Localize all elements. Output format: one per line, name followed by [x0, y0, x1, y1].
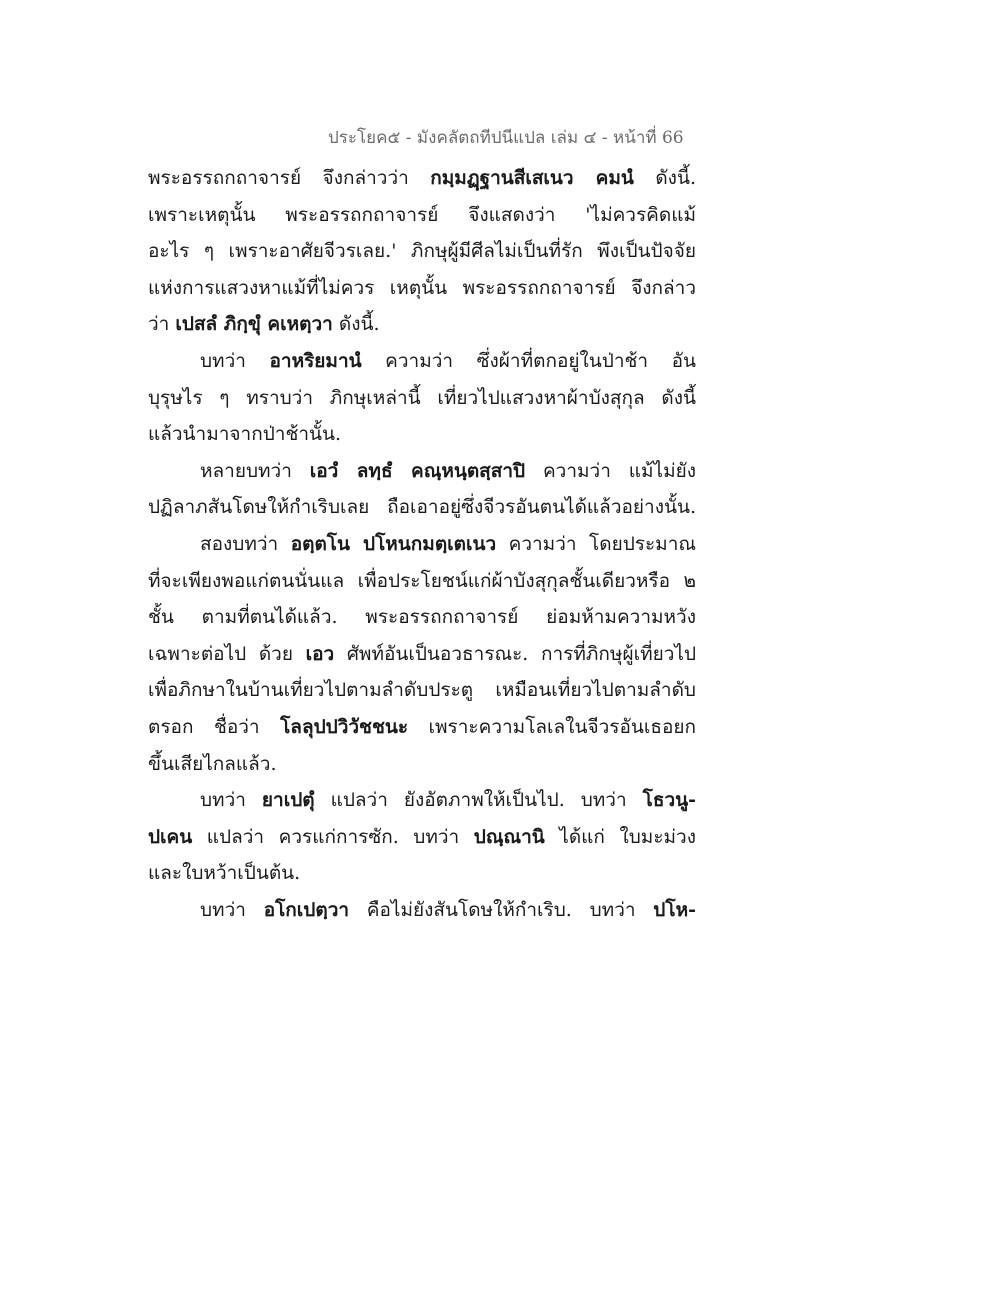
running-header: ประโยค๕ - มังคลัตถทีปนีแปล เล่ม ๔ - หน้าที่ 66	[328, 128, 684, 148]
pali-term: ปณฺณานิ	[473, 825, 545, 848]
text-segment: บทว่า	[200, 898, 264, 921]
text-line	[148, 526, 696, 563]
text-segment: แปลว่า ยังอัตภาพให้เป็นไป. บทว่า	[314, 789, 643, 812]
text-line	[148, 416, 696, 453]
pali-term: กมฺมฏฺฐานสีเสเนว คมนํ	[430, 167, 634, 189]
pali-term: โลลุปปวิวัชชนะ	[280, 715, 409, 738]
pali-term: เอว	[305, 642, 335, 665]
text-line	[148, 489, 696, 526]
text-segment: เพราะความโลเลในจีวรอันเธอยก	[408, 715, 696, 738]
text-line	[148, 636, 696, 673]
pali-term: อตฺตโน ปโหนกมตฺเตเนว	[290, 532, 497, 555]
text-segment: แล้วนำมาจากป่าช้านั้น.	[148, 423, 342, 446]
text-segment: สองบทว่า	[200, 532, 291, 555]
text-segment: คือไม่ยังสันโดษให้กำเริบ. บทว่า	[349, 898, 654, 921]
text-line	[148, 599, 696, 636]
text-line	[148, 819, 696, 856]
text-line	[148, 380, 696, 417]
text-segment: บทว่า	[200, 349, 270, 372]
pali-term: เอวํ ลทฺธํ คณฺหนฺตสฺสาปิ	[309, 459, 526, 482]
text-segment: ปฏิลาภสันโดษให้กำเริบเลย ถือเอาอยู่ซึ่งจีวรอันตนได้แล้วอย่างนั้น.	[148, 496, 696, 519]
text-segment: ความว่า โดยประมาณ	[496, 532, 696, 555]
pali-term: ปเคน	[148, 825, 193, 848]
text-line	[148, 270, 696, 307]
pali-term: ปโห-	[653, 898, 696, 921]
text-segment: ดังนี้.	[332, 313, 380, 336]
text-segment: ได้แก่ ใบมะม่วง	[544, 825, 696, 848]
text-segment: เพราะเหตุนั้น พระอรรถกถาจารย์ จึงแสดงว่า 'ไม่ควรคิดแม้	[148, 203, 696, 226]
text-segment: ดังนี้.	[633, 167, 696, 189]
pali-term: อโกเปตฺวา	[263, 898, 350, 921]
pali-term: อาหริยมานํ	[269, 349, 362, 372]
text-segment: เพื่อภิกษาในบ้านเที่ยวไปตามลำดับประตู เหมือนเที่ยวไปตามลำดับ	[148, 679, 696, 702]
text-line	[148, 160, 696, 197]
text-segment: เฉพาะต่อไป ด้วย	[148, 642, 306, 665]
pali-term: โธวนู-	[642, 789, 696, 812]
text-segment: ขึ้นเสียไกลแล้ว.	[148, 752, 277, 775]
text-line	[148, 233, 696, 270]
text-line	[148, 197, 696, 234]
text-segment: แห่งการแสวงหาแม้ที่ไม่ควร เหตุนั้น พระอรรถกถาจารย์ จึงกล่าว	[148, 276, 696, 299]
text-line	[148, 306, 696, 343]
text-segment: ศัพท์อันเป็นอวธารณะ. การที่ภิกษุผู้เที่ยวไป	[334, 642, 697, 665]
text-segment: และใบหว้าเป็นต้น.	[148, 862, 301, 885]
text-line	[148, 782, 696, 819]
text-segment: ว่า	[148, 313, 176, 336]
text-segment: หลายบทว่า	[200, 459, 310, 482]
text-line	[148, 672, 696, 709]
text-line	[148, 563, 696, 600]
text-segment: ที่จะเพียงพอแก่ตนนั่นแล เพื่อประโยชน์แก่ผ้าบังสุกุลชั้นเดียวหรือ ๒	[148, 569, 696, 592]
body-text	[148, 160, 696, 928]
text-line	[148, 746, 696, 783]
pali-term: เปสลํ ภิกฺขุํ คเหตฺวา	[175, 313, 333, 336]
text-line	[148, 709, 696, 746]
text-line	[148, 343, 696, 380]
text-segment: บุรุษไร ๆ ทราบว่า ภิกษุเหล่านี้ เที่ยวไปแสวงหาผ้าบังสุกุล ดังนี้	[148, 386, 696, 409]
text-segment: พระอรรถกถาจารย์ จึงกล่าวว่า	[148, 167, 431, 189]
text-segment: ชั้น ตามที่ตนได้แล้ว. พระอรรถกถาจารย์ ย่อมห้ามความหวัง	[148, 606, 696, 629]
pali-term: ยาเปตุํ	[261, 789, 315, 812]
text-line	[148, 892, 696, 929]
text-segment: ความว่า แม้ไม่ยัง	[525, 459, 697, 482]
text-line	[148, 855, 696, 892]
text-segment: ความว่า ซึ่งผ้าที่ตกอยู่ในป่าช้า อัน	[361, 349, 697, 372]
text-line	[148, 453, 696, 490]
text-segment: แปลว่า ควรแก่การซัก. บทว่า	[192, 825, 474, 848]
text-segment: บทว่า	[200, 789, 262, 812]
text-segment: อะไร ๆ เพราะอาศัยจีวรเลย.' ภิกษุผู้มีศีลไม่เป็นที่รัก พึงเป็นปัจจัย	[148, 240, 696, 263]
text-segment: ตรอก ชื่อว่า	[148, 715, 281, 738]
